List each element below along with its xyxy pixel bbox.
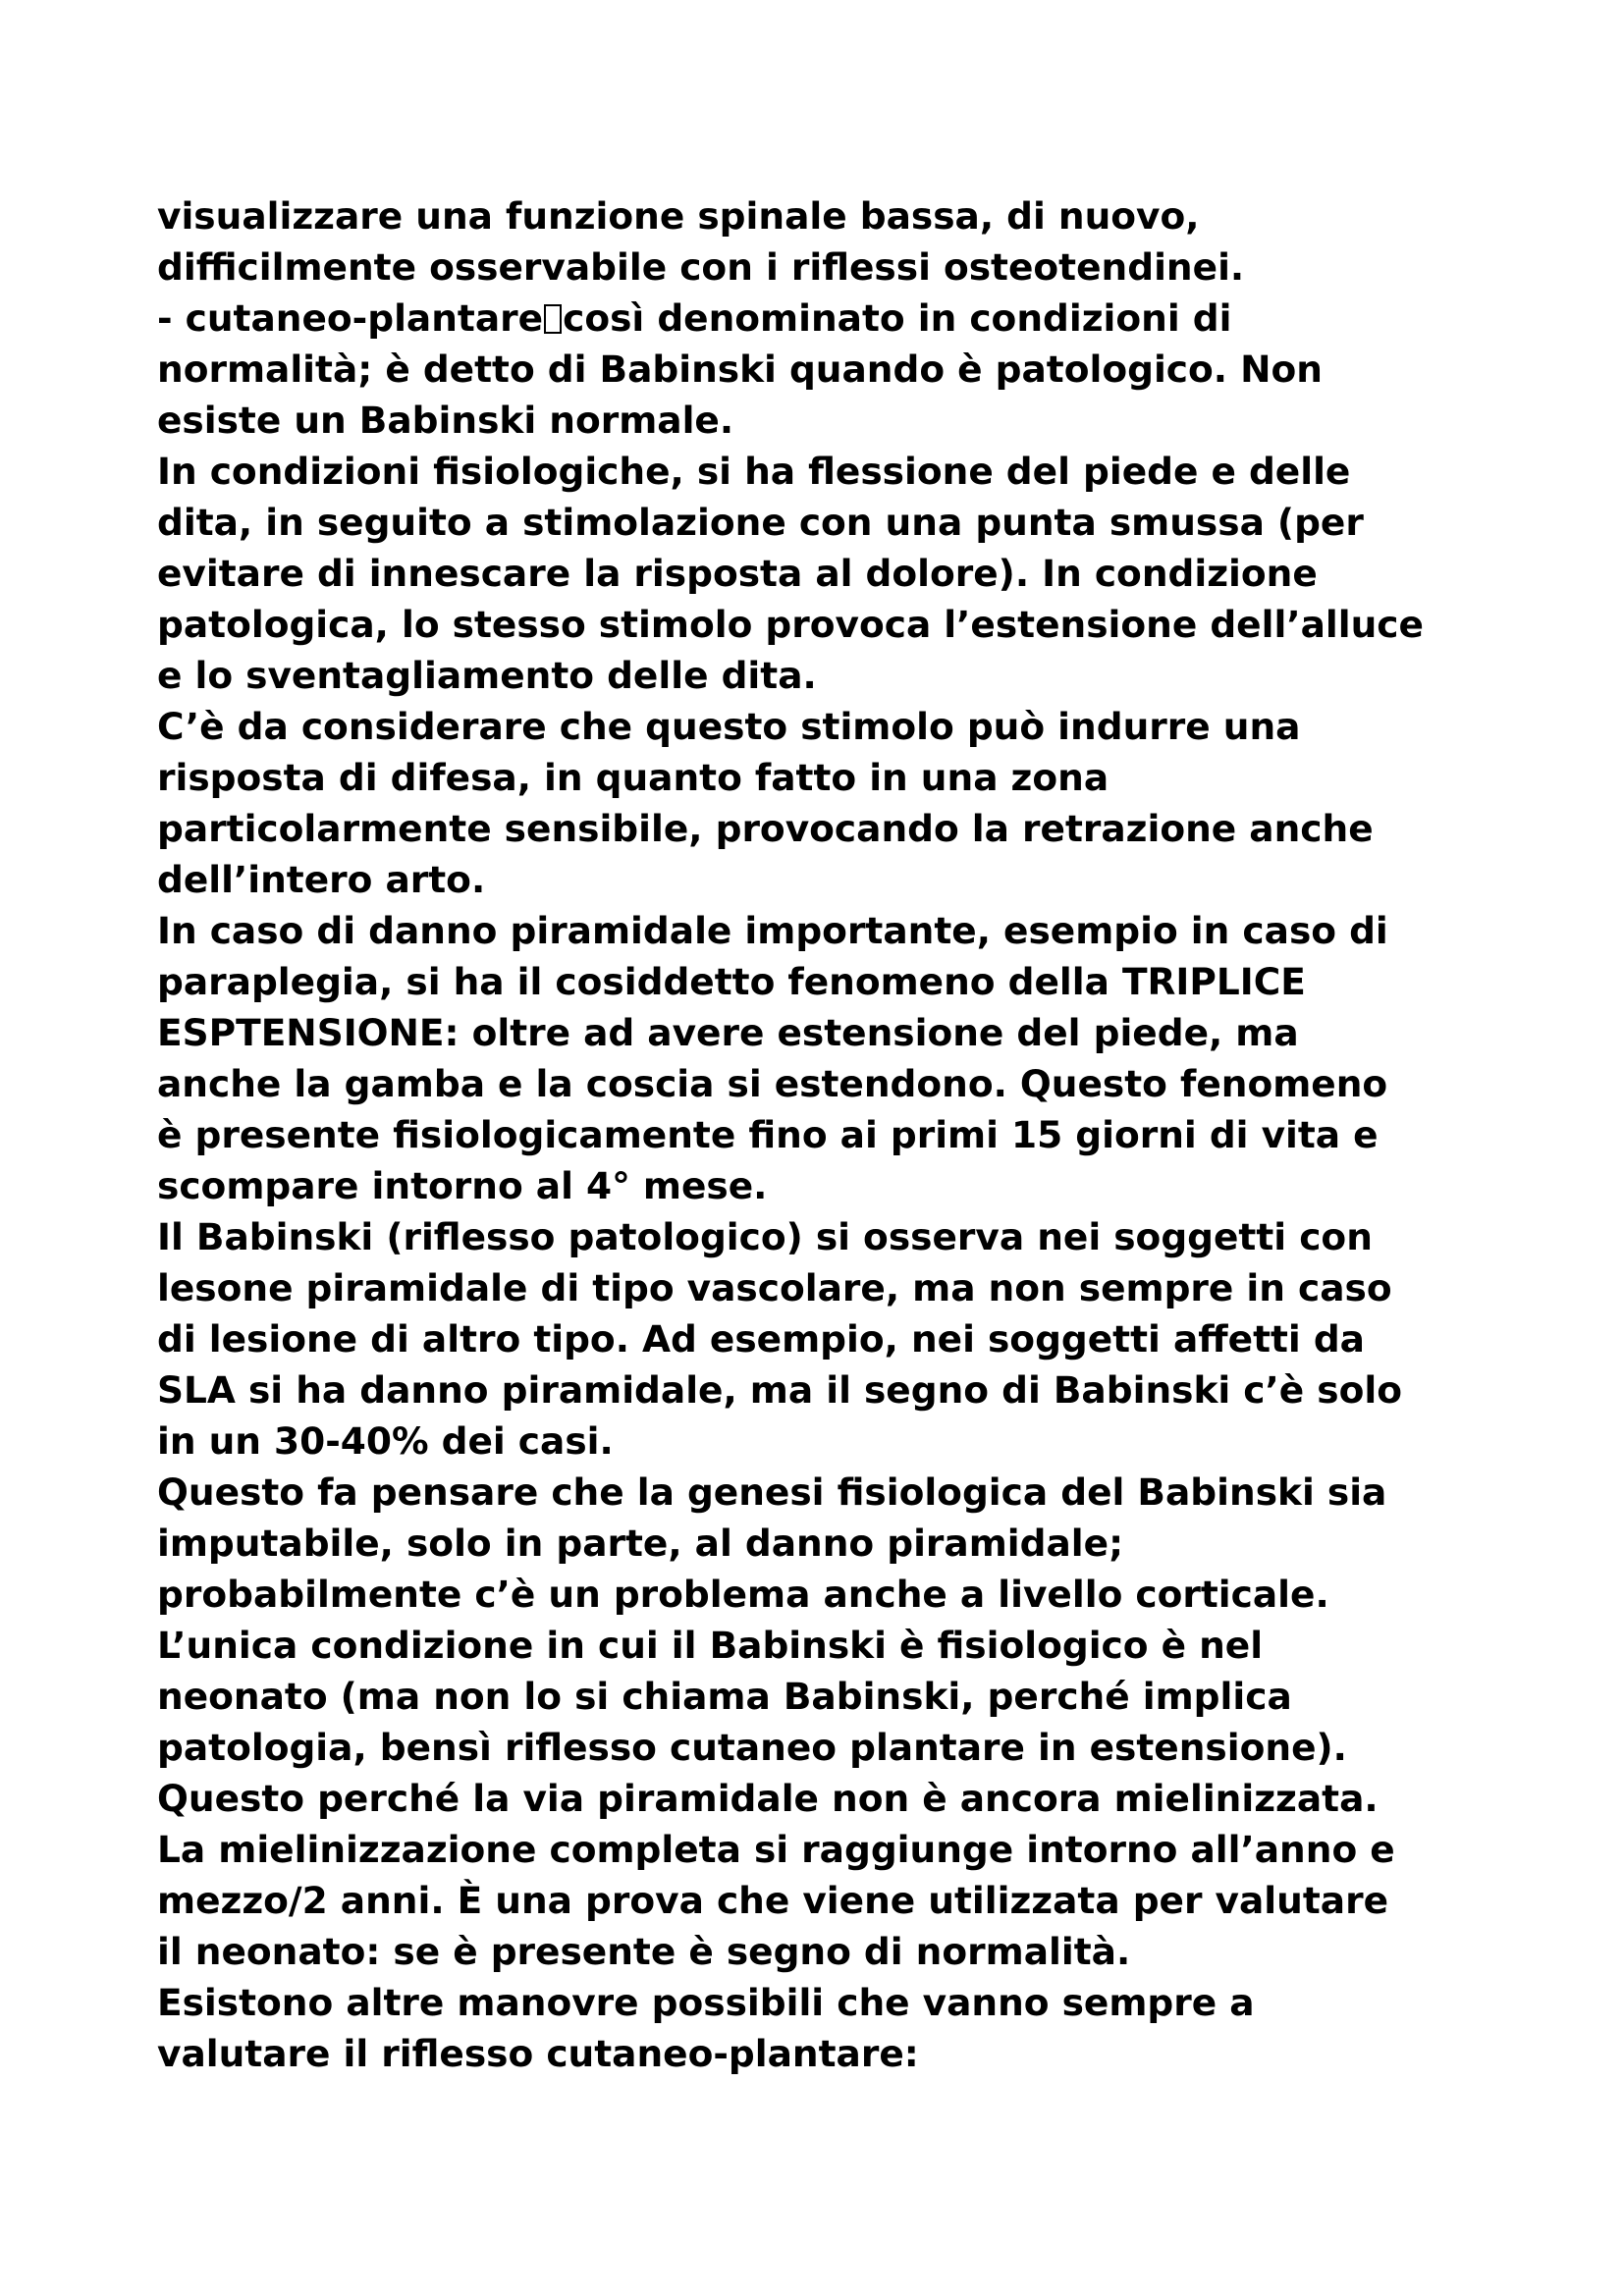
text-line: mezzo/2 anni. È una prova che viene utilizzata per valutare (157, 1879, 1388, 1922)
text-line: anche la gamba e la coscia si estendono. Questo fenomeno (157, 1062, 1388, 1105)
text-line: visualizzare una funzione spinale bassa, di nuovo, (157, 194, 1200, 238)
text-line: La mielinizzazione completa si raggiunge intorno all’anno e (157, 1828, 1395, 1871)
text-line: di lesione di altro tipo. Ad esempio, nei soggetti affetti da (157, 1317, 1365, 1361)
text-line: imputabile, solo in parte, al danno piramidale; (157, 1522, 1124, 1565)
text-line: C’è da considerare che questo stimolo può indurre una (157, 705, 1301, 748)
text-line: scompare intorno al 4° mese. (157, 1164, 768, 1207)
text-segment: - cutaneo-plantare (157, 296, 544, 340)
text-line: è presente fisiologicamente fino ai primi 15 giorni di vita e (157, 1113, 1379, 1156)
text-line: probabilmente c’è un problema anche a livello corticale. (157, 1573, 1329, 1616)
text-line: paraplegia, si ha il cosiddetto fenomeno della TRIPLICE (157, 960, 1306, 1003)
text-line: Questo fa pensare che la genesi fisiologica del Babinski sia (157, 1470, 1387, 1514)
text-line: L’unica condizione in cui il Babinski è fisiologico è nel (157, 1624, 1264, 1667)
text-line: difficilmente osservabile con i riflessi osteotendinei. (157, 245, 1245, 289)
text-line: Questo perché la via piramidale non è ancora mielinizzata. (157, 1777, 1379, 1820)
text-line: Esistono altre manovre possibili che vanno sempre a (157, 1981, 1255, 2024)
text-line: ESPTENSIONE: oltre ad avere estensione del piede, ma (157, 1011, 1299, 1054)
text-line: particolarmente sensibile, provocando la retrazione anche (157, 807, 1374, 850)
text-line: dell’intero arto. (157, 858, 486, 901)
text-line: il neonato: se è presente è segno di normalità. (157, 1930, 1131, 1973)
text-line: neonato (ma non lo si chiama Babinski, perché implica (157, 1675, 1292, 1718)
text-line (157, 293, 1532, 344)
missing-glyph-icon (544, 304, 562, 334)
text-line: SLA si ha danno piramidale, ma il segno di Babinski c’è solo (157, 1368, 1402, 1412)
body-text (157, 190, 1532, 2079)
text-line: risposta di difesa, in quanto fatto in una zona (157, 756, 1109, 799)
text-line: Il Babinski (riflesso patologico) si osserva nei soggetti con (157, 1215, 1373, 1258)
text-line: e lo sventagliamento delle dita. (157, 654, 817, 697)
text-line: in un 30-40% dei casi. (157, 1419, 614, 1463)
text-line: evitare di innescare la risposta al dolore). In condizione (157, 552, 1318, 595)
text-line: patologia, bensì riflesso cutaneo plantare in estensione). (157, 1726, 1347, 1769)
text-line: In condizioni fisiologiche, si ha flessione del piede e delle (157, 450, 1351, 493)
text-line: esiste un Babinski normale. (157, 399, 734, 442)
text-line: lesone piramidale di tipo vascolare, ma non sempre in caso (157, 1266, 1392, 1309)
text-line: patologica, lo stesso stimolo provoca l’estensione dell’alluce (157, 603, 1424, 646)
text-line: normalità; è detto di Babinski quando è patologico. Non (157, 347, 1323, 391)
text-line: valutare il riflesso cutaneo-plantare: (157, 2032, 919, 2075)
text-line: dita, in seguito a stimolazione con una punta smussa (per (157, 501, 1364, 544)
text-line: In caso di danno piramidale importante, esempio in caso di (157, 909, 1388, 952)
text-segment: così denominato in condizioni di (563, 296, 1232, 340)
